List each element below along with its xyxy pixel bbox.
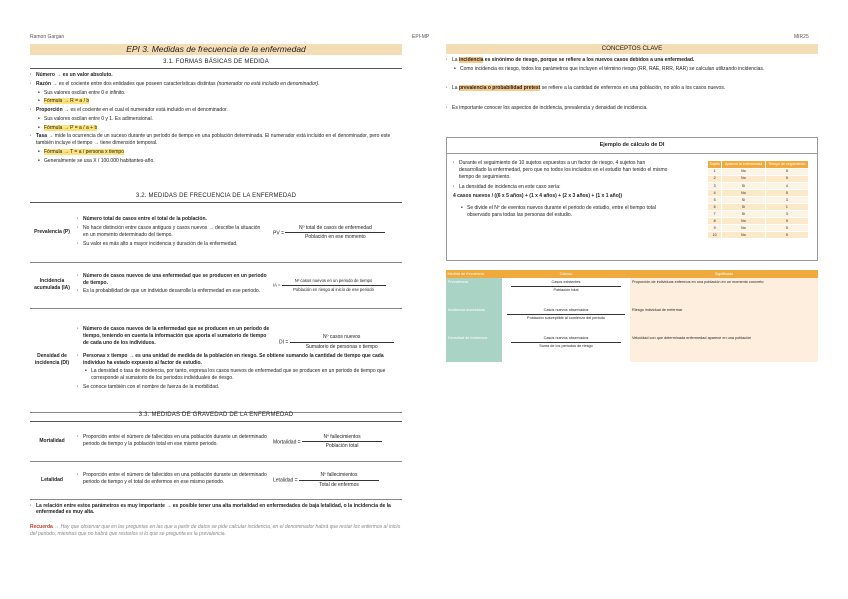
prevalence-label: Prevalencia (P) (30, 204, 74, 262)
proporcion-range: • Sus valores oscilan entre 0 y 1. Es adimensional. (30, 116, 402, 123)
lethality-label: Letalidad (30, 461, 74, 499)
sujetos-table (707, 160, 809, 239)
table-row: 6 Sí 1 (708, 204, 809, 211)
razon-range: • Sus valores oscilan entre 0 e infinito. (30, 90, 402, 97)
proporcion-formula: • Fórmula → P = a / a + b (30, 125, 402, 132)
ia-symbol: IA = (273, 282, 281, 288)
calc-incidencia: $\frac{\text{Casos nuevos observados}}{\text{Población susceptible al comienzo del periodo}}$ (507, 308, 625, 321)
table-row: 7 Sí 3 (708, 211, 809, 218)
section-3-1 (30, 58, 402, 166)
section-3-3 (30, 411, 402, 538)
list-item: · Su valor es más alto a mayor incidencia y duración de la enfermedad. (77, 241, 267, 248)
conceptos-heading: CONCEPTOS CLAVE (601, 44, 663, 52)
ejemplo-p2: · La densidad de incidencia en este caso sería: (453, 184, 673, 191)
conceptos-bar (446, 44, 818, 54)
table-row (30, 308, 402, 412)
list-item: · Número total de casos entre el total de la población. (77, 216, 267, 223)
tasa-formula: • Fórmula → T = a / persona x tiempo (30, 149, 402, 156)
frequency-measures-table (30, 204, 402, 413)
table-row: 1 No 5 (708, 168, 809, 175)
section-3-3-heading: 3.3. MEDIDAS DE GRAVEDAD DE LA ENFERMEDAD (138, 412, 294, 418)
di-label: Densidad de incidencia (DI) (30, 308, 74, 412)
tasa-usage: • Generalmente se usa X / 100.000 habitantes-año. (30, 158, 402, 165)
ia-label: Incidencia acumulada (IA) (30, 262, 74, 308)
table-row: Prevalencia $\frac{\text{Casos existentes}}{\text{Población total}}$ Proporción de individuos enfermos en una población en un momento concreto (446, 278, 818, 306)
table-row (30, 262, 402, 308)
header-author: Ramon Gargan (30, 34, 65, 40)
di-persons-time: · Personas x tiempo → es una unidad de medida de la población en riesgo. Se obtiene sumando la cantidad de tiempo que cada individuo ha estado expuesto al factor de estudio. (77, 353, 399, 367)
section-3-2 (30, 192, 402, 413)
table-row: 8 No 5 (708, 218, 809, 225)
header-code: MIR25 (794, 34, 809, 40)
di-fuerza: · Se conoce también con el nombre de fuerza de la morbilidad. (77, 384, 399, 391)
table-row (30, 461, 402, 499)
di-formula: $\frac{\text{Nº casos nuevos}}{\text{Sumatorio de personas x tiempo}}$ (290, 334, 394, 351)
table-row (30, 423, 402, 461)
razon-formula: • Fórmula → R = a / b (30, 98, 402, 105)
table-row: 4 No 5 (708, 189, 809, 196)
concept-importante: · Es importante conocer los aspectos de incidencia, prevalencia y densidad de incidencia. (446, 105, 818, 112)
frequency-summary-table (446, 270, 818, 362)
mortality-formula: $\frac{\text{Nº fallecimientos}}{\text{Población total}}$ (302, 434, 382, 451)
section-3-1-heading: 3.1. FORMAS BÁSICAS DE MEDIDA (163, 59, 269, 65)
table-row: 10 No 5 (708, 232, 809, 239)
proporcion-item: · Proporción → es el cociente en el cual el numerador está incluido en el denominador. (30, 107, 402, 114)
lethality-symbol: Letalidad = (273, 477, 298, 484)
table-row: 9 No 5 (708, 225, 809, 232)
list-item: · Número de casos nuevos de la enfermedad que se producen en un periodo de tiempo, teniendo en cuenta la información que aporta el sumatorio de tiempo de cada uno de los individuos. (77, 326, 273, 346)
page-title: EPI 3. Medidas de frecuencia de la enfermedad (126, 43, 306, 54)
table-row: Incidencia acumulada $\frac{\text{Casos nuevos observados}}{\text{Población susceptible al comienzo del periodo}}$ Riesgo individual de enfermar (446, 306, 818, 334)
severity-measures-table (30, 423, 402, 500)
prevalence-formula: $\frac{\text{Nº total de casos de enfermedad}}{\text{Población en ese momento}}$ (285, 225, 385, 242)
right-page (412, 0, 848, 599)
mortality-text: · Proporción entre el número de fallecidos en una población durante un determinado periodo de tiempo y la población total en ese mismo periodo. (77, 434, 267, 448)
list-item: · Es la probabilidad de que un individuo desarrolle la enfermedad en ese periodo. (77, 288, 267, 295)
list-item: · No hace distinción entre casos antiguos y casos nuevos → describe la situación en un momento determinado del tiempo. (77, 225, 267, 239)
list-item: · Número de casos nuevos de una enfermedad que se producen en un periodo de tiempo. (77, 273, 267, 287)
conceptos-list (446, 57, 818, 114)
prevalence-symbol: PV = (273, 230, 284, 237)
ia-formula: $\frac{\text{Nº casos nuevos en un periodo de tiempo}}{\text{Población en riesgo al inicio de ese periodo}}$ (282, 278, 386, 292)
lethality-formula: $\frac{\text{Nº fallecimientos}}{\text{Total de enfermos}}$ (299, 472, 379, 489)
mortality-label: Mortalidad (30, 423, 74, 461)
concept-incidencia: · La incidencia es sinónimo de riesgo, porque se refiere a los nuevos casos debidos a una enfermedad. (446, 57, 818, 64)
table-row: 3 Sí 4 (708, 182, 809, 189)
section-3-2-heading: 3.2. MEDIDAS DE FRECUENCIA DE LA ENFERMEDAD (135, 193, 297, 199)
table-header-row: Medida de frecuencia Cálculo Significado (446, 270, 818, 278)
ejemplo-box (446, 137, 818, 261)
table-row: 5 Sí 3 (708, 196, 809, 203)
di-symbol: DI = (279, 340, 289, 347)
concept-incidencia-sub: • Como incidencia es riesgo, todos los parámetros que incluyen el término riesgo (RR, RAE, RRR, RAR) se calculan utilizando incidencias. (446, 66, 818, 73)
numero-item: · Número → es un valor absoluto. (30, 72, 402, 79)
header-center: EPI-MP (412, 34, 430, 40)
title-bar (30, 44, 402, 55)
calc-densidad: $\frac{\text{Casos nuevos observados}}{\text{Suma de los periodos de riesgo}}$ (511, 336, 621, 349)
di-definition: • La densidad o tasa de incidencia, por tanto, expresa los casos nuevos de enfermedad que se producen en un periodo de tiempo que corresponde al sumatorio de los periodos individuales de riesgo. (77, 368, 399, 382)
tasa-item: · Tasa → mide la ocurrencia de un suceso durante un periodo de tiempo en una población determinada. El numerador está incluido en el denominador, pero este también incluye el tiempo → tiene dimensión temporal. (30, 133, 402, 147)
relation-note: · La relación entre estos parámetros es muy importante → es posible tener una alta mortalidad en enfermedades de baja letalidad, o la incidencia de la enfermedad es muy alta. (30, 503, 402, 517)
ejemplo-formula: 4 casos nuevos / ((6 x 5 años) + (1 x 4 años) + (2 x 3 años) + (1 x 1 año)) (453, 193, 623, 199)
concept-prevalencia: · La prevalencia o probabilidad pretest se refiere a la cantidad de enfermos en una población, no sólo a los casos nuevos. (446, 85, 818, 92)
mortality-symbol: Mortalidad = (273, 439, 301, 446)
table-row: 2 No 5 (708, 175, 809, 182)
table-row (30, 204, 402, 262)
lethality-text: · Proporción entre el número de fallecidos en una población durante un determinado periodo de tiempo y el total de enfermos en ese mismo periodo. (77, 472, 267, 486)
recuerda-note: Recuerda → Hay que observar que en las preguntas en las que a partir de datos se pide calcular incidencia, en el denominador habrá que restar los enfermos al inicio del periodo, mientras que no habrá que restarlos si lo que se pregunta es la prevalencia. (30, 524, 401, 537)
table-header-row: Sujeto Aparece la enfermedad Tiempo de seguimiento (708, 161, 809, 169)
ejemplo-sub: • Se divide el Nº de eventos nuevos durante el periodo de estudio, entre el tiempo total observado para todas las personas del estudio. (453, 205, 673, 219)
ejemplo-heading: Ejemplo de cálculo de DI (447, 138, 817, 154)
table-row: Densidad de incidencia $\frac{\text{Casos nuevos observados}}{\text{Suma de los periodos de riesgo}}$ Velocidad con que determinada enfermedad aparece en una población (446, 334, 818, 362)
ejemplo-p1: · Durante el seguimiento de 10 sujetos expuestos a un factor de riesgo, 4 sujetos han desarrollado la enfermedad, pero que no todos los incluidos en el estudio han tenido el mismo tiempo de seguimiento. (453, 160, 673, 180)
razon-item: · Razón → es el cociente entre dos entidades que poseen características distintas (numerador no está incluido en denominador). (30, 81, 402, 88)
calc-prevalencia: $\frac{\text{Casos existentes}}{\text{Población total}}$ (511, 280, 621, 293)
